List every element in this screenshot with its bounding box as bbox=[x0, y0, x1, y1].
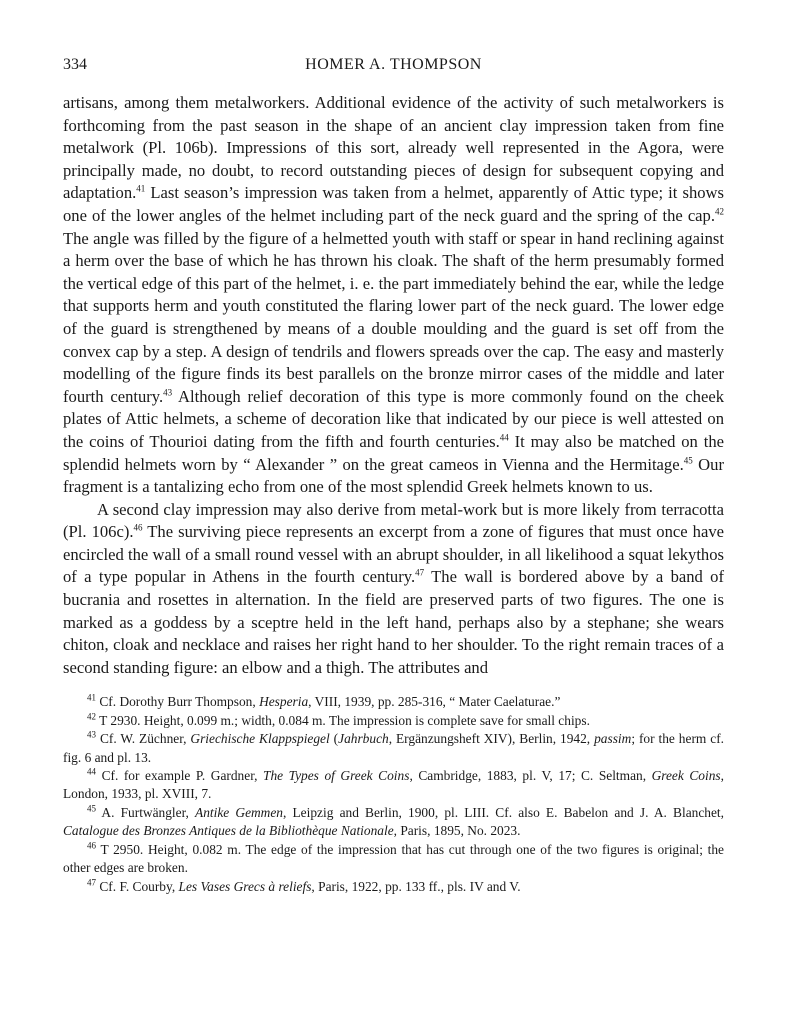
footnotes bbox=[63, 693, 724, 895]
page bbox=[63, 56, 724, 896]
footnote-44 bbox=[63, 767, 724, 804]
text-run: The angle was filled by the figure of a helmetted youth with staff or spear in hand reclining against a herm over the base of which he has thrown his cloak. The shaft of the herm presumably formed the vertical edge of this part of the helmet, i. e. the part immediately behind the ear, while the ledge that supports herm and youth constituted the flaring lower part of the neck guard. The lower edge of the guard is strengthened by means of a double moulding and the guard is set off from the convex cap by a step. A design of tendrils and flowers spreads over the cap. The easy and masterly modelling of the figure finds its best parallels on the bronze mirror cases of the middle and later fourth century. bbox=[63, 228, 724, 406]
italic-title: Griechische Klappspiegel bbox=[190, 731, 330, 747]
footnote-number: 41 bbox=[87, 692, 96, 703]
body-text bbox=[63, 92, 724, 679]
text-run: Although relief decoration of this type is more commonly found on the cheek plates of Attic helmets, a scheme of decoration like that indicated by our piece is well attested on the coins of Thourioi dating from the fifth and fourth centuries. bbox=[63, 386, 724, 451]
footnote-number: 44 bbox=[87, 766, 96, 777]
text-run: , Paris, 1922, pp. 133 ff., pls. IV and V. bbox=[311, 878, 521, 894]
footnote-ref-42[interactable]: 42 bbox=[715, 206, 724, 217]
text-run: The wall is bordered above by a band of bucrania and rosettes in alternation. In the field are preserved parts of two figures. The one is marked as a goddess by a sceptre held in the left hand, perhaps also by a stephane; she wears chiton, cloak and necklace and raises her right hand to her shoulder. To the right remain traces of a second standing figure: an elbow and a thigh. The attributes and bbox=[63, 567, 724, 677]
page-number: 334 bbox=[63, 56, 87, 73]
footnote-ref-45[interactable]: 45 bbox=[683, 454, 693, 465]
text-run: , VIII, 1939, pp. 285-316, “ Mater Caelaturae.” bbox=[308, 694, 561, 710]
footnote-42 bbox=[63, 712, 724, 730]
footnote-ref-46[interactable]: 46 bbox=[133, 522, 143, 533]
text-run: T 2950. Height, 0.082 m. The edge of the impression that has cut through one of the two figures is original; the other edges are broken. bbox=[63, 841, 724, 876]
footnote-number: 45 bbox=[87, 803, 96, 814]
italic-title: Catalogue des Bronzes Antiques de la Bibliothèque Nationale bbox=[63, 823, 394, 839]
text-run: Cf. Dorothy Burr Thompson, bbox=[99, 694, 260, 710]
text-run: , London, 1933, pl. XVIII, 7. bbox=[63, 768, 724, 802]
footnote-41 bbox=[63, 693, 724, 711]
running-header bbox=[63, 56, 724, 80]
italic-title: passim bbox=[594, 731, 632, 747]
text-run: , Paris, 1895, No. 2023. bbox=[393, 823, 521, 839]
footnote-number: 42 bbox=[87, 711, 96, 722]
footnote-number: 46 bbox=[87, 840, 96, 851]
text-run: Cf. for example P. Gardner, bbox=[101, 768, 264, 784]
text-run: artisans, among them metalworkers. Additional evidence of the activity of such metalworkers is forthcoming from the past season in the shape of an ancient clay impression taken from fine metalwork (Pl. 106b). Impressions of this sort, already well represented in the Agora, were principally made, no doubt, to record outstanding pieces of design for subsequent copying and adaptation. bbox=[63, 93, 724, 203]
footnote-number: 43 bbox=[87, 729, 96, 740]
text-run: A. Furtwängler, bbox=[101, 804, 196, 820]
footnote-46 bbox=[63, 841, 724, 878]
text-run: Cf. F. Courby, bbox=[99, 878, 179, 894]
italic-title: Greek Coins bbox=[651, 768, 721, 784]
footnote-43 bbox=[63, 730, 724, 767]
paragraph-2 bbox=[63, 499, 724, 680]
footnote-45 bbox=[63, 804, 724, 841]
text-run: ; for the herm cf. fig. 6 and pl. 13. bbox=[63, 731, 725, 765]
text-run: ( bbox=[329, 731, 339, 747]
italic-title: Antike Gemmen bbox=[195, 804, 283, 820]
footnote-ref-44[interactable]: 44 bbox=[499, 432, 509, 443]
footnote-separator bbox=[63, 679, 724, 693]
running-title: HOMER A. THOMPSON bbox=[305, 56, 482, 73]
text-run: T 2930. Height, 0.099 m.; width, 0.084 m. The impression is complete save for small chips. bbox=[99, 712, 590, 728]
text-run: It may also be matched on the splendid helmets worn by “ Alexander ” on the great cameos in Vienna and the Hermitage. bbox=[63, 431, 724, 474]
footnote-ref-47[interactable]: 47 bbox=[415, 567, 425, 578]
text-run: A second clay impression may also derive from metal-work but is more likely from terracotta (Pl. 106c). bbox=[63, 499, 724, 542]
text-run: , Cambridge, 1883, pl. V, 17; C. Seltman, bbox=[409, 768, 652, 784]
italic-title: The Types of Greek Coins bbox=[263, 768, 410, 784]
footnote-number: 47 bbox=[87, 877, 96, 888]
text-run: The surviving piece represents an excerpt from a zone of figures that must once have encircled the wall of a small round vessel with an abrupt shoulder, in all likelihood a squat lekythos of a type popular in Athens in the fourth century. bbox=[63, 522, 724, 587]
italic-title: Les Vases Grecs à reliefs bbox=[178, 878, 312, 894]
italic-title: Jahrbuch bbox=[338, 731, 389, 747]
text-run: , Ergänzungsheft XIV), Berlin, 1942, bbox=[388, 731, 595, 747]
footnote-ref-41[interactable]: 41 bbox=[136, 183, 146, 194]
text-run: Last season’s impression was taken from a helmet, apparently of Attic type; it shows one of the lower angles of the helmet including part of the neck guard and the spring of the cap. bbox=[63, 183, 724, 225]
text-run: Our fragment is a tantalizing echo from one of the most splendid Greek helmets known to us. bbox=[63, 454, 724, 497]
italic-title: Hesperia bbox=[259, 694, 309, 710]
footnote-47 bbox=[63, 878, 724, 896]
text-run: Cf. W. Züchner, bbox=[99, 731, 191, 747]
footnote-ref-43[interactable]: 43 bbox=[163, 387, 173, 398]
text-run: , Leipzig and Berlin, 1900, pl. LIII. Cf. also E. Babelon and J. A. Blanchet, bbox=[283, 804, 724, 820]
paragraph-1 bbox=[63, 92, 724, 499]
